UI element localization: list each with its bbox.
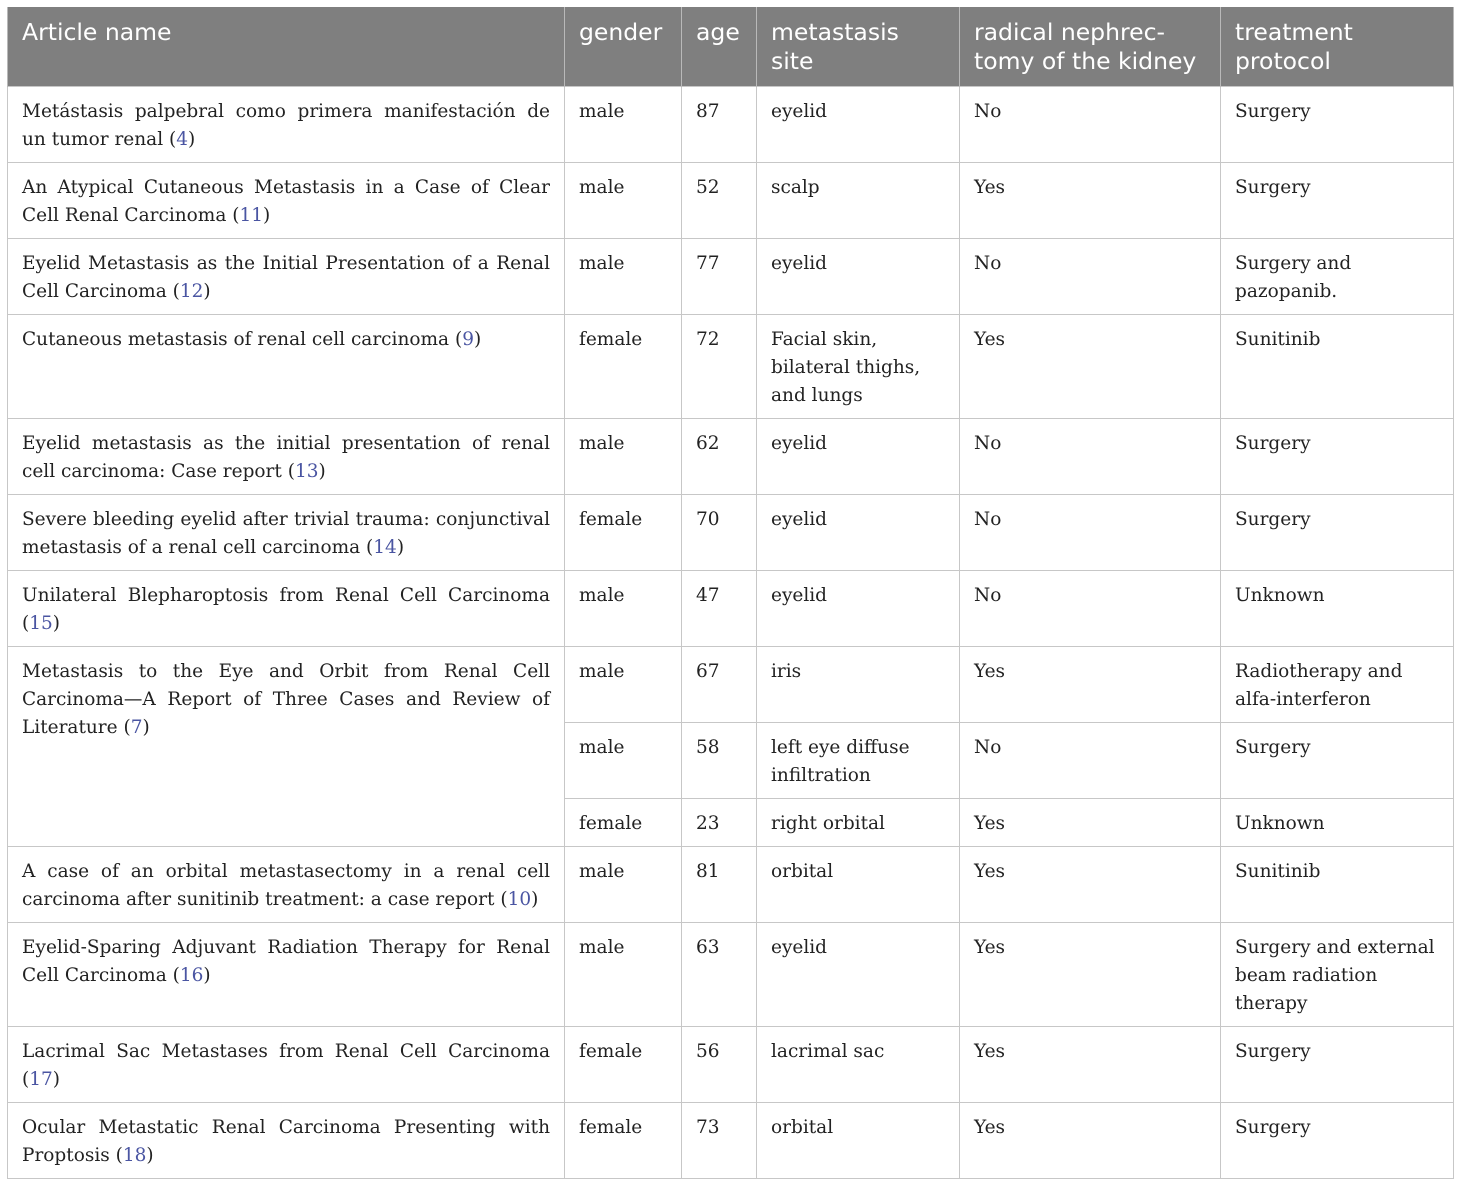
metastasis-site-cell: right orbital [757, 799, 960, 847]
table-row [8, 315, 1454, 419]
citation-link[interactable]: 15 [29, 613, 53, 634]
article-title: Eyelid Metastasis as the Initial Presentation of a Renal Cell Carcinoma [22, 253, 550, 302]
age-cell: 72 [682, 315, 757, 419]
treatment-cell: Radiotherapy and alfa-interferon [1221, 647, 1454, 723]
nephrectomy-cell: No [960, 723, 1221, 799]
article-title: Unilateral Blepharoptosis from Renal Cell Carcinoma [22, 585, 550, 606]
age-cell: 47 [682, 571, 757, 647]
metastasis-case-table [7, 7, 1454, 1179]
treatment-cell: Surgery [1221, 163, 1454, 239]
article-title: Eyelid metastasis as the initial presentation of renal cell carcinoma: Case report [22, 433, 550, 482]
article-name-cell: Severe bleeding eyelid after trivial trauma: conjunctival metastasis of a renal cell carcinoma (14) [8, 495, 565, 571]
article-title: An Atypical Cutaneous Metastasis in a Case of Clear Cell Renal Carcinoma [22, 177, 550, 226]
metastasis-site-cell: scalp [757, 163, 960, 239]
citation-link[interactable]: 4 [176, 129, 189, 150]
nephrectomy-cell: No [960, 495, 1221, 571]
table-row [8, 163, 1454, 239]
table-row [8, 923, 1454, 1027]
metastasis-site-cell: eyelid [757, 419, 960, 495]
gender-cell: female [565, 1103, 682, 1179]
age-cell: 58 [682, 723, 757, 799]
nephrectomy-cell: No [960, 419, 1221, 495]
metastasis-site-cell: lacrimal sac [757, 1027, 960, 1103]
nephrectomy-cell: Yes [960, 163, 1221, 239]
age-cell: 81 [682, 847, 757, 923]
gender-cell: female [565, 1027, 682, 1103]
treatment-cell: Surgery [1221, 1027, 1454, 1103]
header-article-name: Article name [8, 7, 565, 87]
article-name-cell: Ocular Metastatic Renal Carcinoma Presenting with Proptosis (18) [8, 1103, 565, 1179]
metastasis-site-cell: orbital [757, 847, 960, 923]
nephrectomy-cell: Yes [960, 647, 1221, 723]
citation-link[interactable]: 17 [29, 1069, 53, 1090]
gender-cell: female [565, 495, 682, 571]
article-name-cell: Lacrimal Sac Metastases from Renal Cell Carcinoma (17) [8, 1027, 565, 1103]
gender-cell: male [565, 419, 682, 495]
treatment-cell: Sunitinib [1221, 315, 1454, 419]
article-title: Metástasis palpebral como primera manifestación de un tumor renal [22, 101, 550, 150]
gender-cell: male [565, 163, 682, 239]
treatment-cell: Surgery [1221, 1103, 1454, 1179]
gender-cell: female [565, 315, 682, 419]
nephrectomy-cell: Yes [960, 1103, 1221, 1179]
nephrectomy-cell: No [960, 571, 1221, 647]
age-cell: 63 [682, 923, 757, 1027]
metastasis-site-cell: Facial skin, bilateral thighs, and lungs [757, 315, 960, 419]
treatment-cell: Unknown [1221, 571, 1454, 647]
gender-cell: male [565, 923, 682, 1027]
citation-link[interactable]: 14 [373, 537, 397, 558]
article-name-cell: Eyelid Metastasis as the Initial Presentation of a Renal Cell Carcinoma (12) [8, 239, 565, 315]
treatment-cell: Surgery and external beam radiation therapy [1221, 923, 1454, 1027]
age-cell: 23 [682, 799, 757, 847]
nephrectomy-cell: Yes [960, 847, 1221, 923]
metastasis-site-cell: eyelid [757, 923, 960, 1027]
article-title: Eyelid-Sparing Adjuvant Radiation Therapy for Renal Cell Carcinoma [22, 937, 550, 986]
nephrectomy-cell: No [960, 239, 1221, 315]
gender-cell: male [565, 87, 682, 163]
table-row [8, 571, 1454, 647]
age-cell: 73 [682, 1103, 757, 1179]
citation-link[interactable]: 16 [179, 965, 204, 986]
age-cell: 52 [682, 163, 757, 239]
article-name-cell: Eyelid-Sparing Adjuvant Radiation Therapy for Renal Cell Carcinoma (16) [8, 923, 565, 1027]
age-cell: 70 [682, 495, 757, 571]
gender-cell: male [565, 239, 682, 315]
nephrectomy-cell: Yes [960, 923, 1221, 1027]
citation-link[interactable]: 7 [130, 717, 143, 738]
article-name-cell: Eyelid metastasis as the initial presentation of renal cell carcinoma: Case report (13) [8, 419, 565, 495]
article-name-cell: Cutaneous metastasis of renal cell carcinoma (9) [8, 315, 565, 419]
article-title: Ocular Metastatic Renal Carcinoma Presenting with Proptosis [22, 1117, 550, 1166]
article-name-cell: Metastasis to the Eye and Orbit from Renal Cell Carcinoma—A Report of Three Cases and Review of Literature (7) [8, 647, 565, 847]
gender-cell: male [565, 723, 682, 799]
metastasis-site-cell: eyelid [757, 87, 960, 163]
age-cell: 62 [682, 419, 757, 495]
citation-link[interactable]: 11 [239, 205, 264, 226]
table-row [8, 239, 1454, 315]
article-name-cell: An Atypical Cutaneous Metastasis in a Case of Clear Cell Renal Carcinoma (11) [8, 163, 565, 239]
table-row [8, 495, 1454, 571]
article-name-cell: Unilateral Blepharoptosis from Renal Cell Carcinoma (15) [8, 571, 565, 647]
treatment-cell: Surgery and pazopanib. [1221, 239, 1454, 315]
treatment-cell: Surgery [1221, 419, 1454, 495]
nephrectomy-cell: Yes [960, 315, 1221, 419]
article-name-cell: Metástasis palpebral como primera manifestación de un tumor renal (4) [8, 87, 565, 163]
treatment-cell: Unknown [1221, 799, 1454, 847]
table-row [8, 1103, 1454, 1179]
article-title: Lacrimal Sac Metastases from Renal Cell Carcinoma [22, 1041, 550, 1062]
gender-cell: male [565, 847, 682, 923]
age-cell: 87 [682, 87, 757, 163]
metastasis-site-cell: iris [757, 647, 960, 723]
table-row [8, 87, 1454, 163]
table-row [8, 419, 1454, 495]
citation-link[interactable]: 13 [294, 461, 319, 482]
treatment-cell: Surgery [1221, 87, 1454, 163]
citation-link[interactable]: 18 [122, 1145, 147, 1166]
age-cell: 77 [682, 239, 757, 315]
gender-cell: male [565, 647, 682, 723]
nephrectomy-cell: Yes [960, 1027, 1221, 1103]
treatment-cell: Sunitinib [1221, 847, 1454, 923]
article-title: Cutaneous metastasis of renal cell carcinoma [22, 329, 450, 350]
table-row [8, 1027, 1454, 1103]
treatment-cell: Surgery [1221, 495, 1454, 571]
citation-link[interactable]: 12 [179, 281, 204, 302]
metastasis-site-cell: eyelid [757, 239, 960, 315]
metastasis-site-cell: eyelid [757, 571, 960, 647]
header-metastasis-site: metastasis site [757, 7, 960, 87]
header-radical-nephrectomy: radical nephrec-tomy of the kidney [960, 7, 1221, 87]
article-title: A case of an orbital metastasectomy in a renal cell carcinoma after sunitinib treatment: a case report [22, 861, 550, 910]
age-cell: 67 [682, 647, 757, 723]
metastasis-site-cell: eyelid [757, 495, 960, 571]
article-title: Severe bleeding eyelid after trivial trauma: conjunctival metastasis of a renal cell carcinoma [22, 509, 550, 558]
table-row [8, 847, 1454, 923]
age-cell: 56 [682, 1027, 757, 1103]
nephrectomy-cell: Yes [960, 799, 1221, 847]
header-treatment-protocol: treatment protocol [1221, 7, 1454, 87]
nephrectomy-cell: No [960, 87, 1221, 163]
article-name-cell: A case of an orbital metastasectomy in a renal cell carcinoma after sunitinib treatment: a case report (10) [8, 847, 565, 923]
metastasis-site-cell: left eye diffuse infiltration [757, 723, 960, 799]
table-row [8, 647, 1454, 723]
metastasis-site-cell: orbital [757, 1103, 960, 1179]
table-header-row [8, 7, 1454, 87]
header-age: age [682, 7, 757, 87]
article-title: Metastasis to the Eye and Orbit from Renal Cell Carcinoma—A Report of Three Cases and Review of Literature [22, 661, 550, 738]
header-gender: gender [565, 7, 682, 87]
citation-link[interactable]: 10 [507, 889, 532, 910]
gender-cell: male [565, 571, 682, 647]
citation-link[interactable]: 9 [462, 329, 474, 350]
treatment-cell: Surgery [1221, 723, 1454, 799]
gender-cell: female [565, 799, 682, 847]
